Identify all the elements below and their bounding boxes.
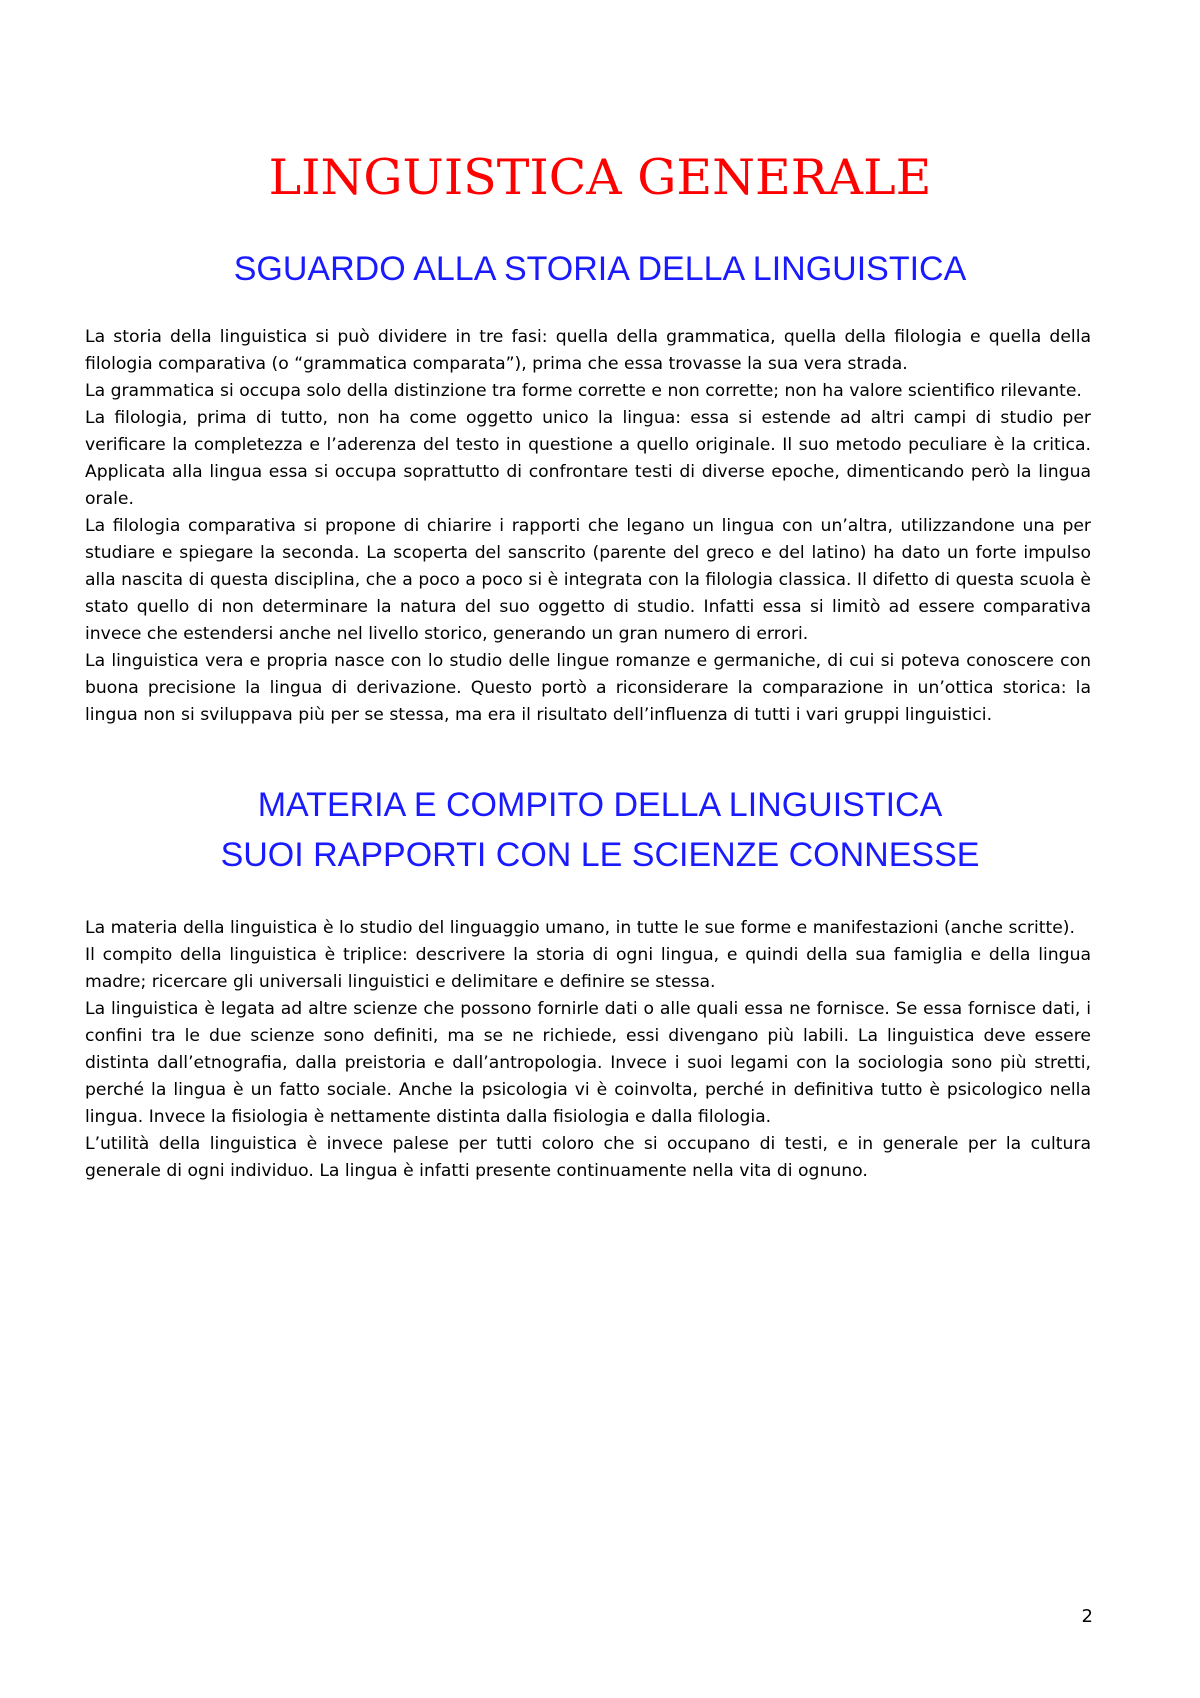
paragraph: Il compito della linguistica è triplice: descrivere la storia di ogni lingua, e quindi della sua famiglia e della lingua madre; ricercare gli universali linguistici e delimitare e definire se stessa. (85, 945, 1091, 992)
section-heading-line: SUOI RAPPORTI CON LE SCIENZE CONNESSE (220, 836, 980, 874)
paragraph: La linguistica vera e propria nasce con lo studio delle lingue romanze e germaniche, di cui si poteva conoscere con buona precisione la lingua di derivazione. Questo portò a riconsiderare la comparazione in un’ottica storica: la lingua non si sviluppava più per se stessa, ma era il risultato dell’influenza di tutti i vari gruppi linguistici. (85, 651, 1091, 725)
paragraph: La linguistica è legata ad altre scienze che possono fornirle dati o alle quali essa ne fornisce. Se essa fornisce dati, i confini tra le due scienze sono definiti, ma se ne richiede, essi divengano più labili. La linguistica deve essere distinta dall’etnografia, dalla preistoria e dall’antropologia. Invece i suoi legami con la sociologia sono più stretti, perché la lingua è un fatto sociale. Anche la psicologia vi è coinvolta, perché in definitiva tutto è psicologico nella lingua. Invece la fisiologia è nettamente distinta dalla fisiologia e dalla filologia. (85, 999, 1091, 1127)
paragraph: La materia della linguistica è lo studio del linguaggio umano, in tutte le sue forme e manifestazioni (anche scritte). (85, 918, 1075, 938)
paragraph: La storia della linguistica si può dividere in tre fasi: quella della grammatica, quella della filologia e quella della filologia comparativa (o “grammatica comparata”), prima che essa trovasse la sua vera strada. (85, 327, 1091, 374)
paragraph: L’utilità della linguistica è invece palese per tutti coloro che si occupano di testi, e in generale per la cultura generale di ogni individuo. La lingua è infatti presente continuamente nella vita di ognuno. (85, 1134, 1091, 1181)
section-body-materia (85, 915, 1091, 1185)
section-body-storia (85, 324, 1091, 729)
page-number: 2 (1081, 1606, 1093, 1627)
section-heading-storia: SGUARDO ALLA STORIA DELLA LINGUISTICA (233, 250, 967, 288)
section-heading-line: MATERIA E COMPITO DELLA LINGUISTICA (257, 786, 943, 824)
paragraph: La filologia comparativa si propone di chiarire i rapporti che legano un lingua con un’altra, utilizzandone una per studiare e spiegare la seconda. La scoperta del sanscrito (parente del greco e del latino) ha dato un forte impulso alla nascita di questa disciplina, che a poco a poco si è integrata con la filologia classica. Il difetto di questa scuola è stato quello di non determinare la natura del suo oggetto di studio. Infatti essa si limitò ad essere comparativa invece che estendersi anche nel livello storico, generando un gran numero di errori. (85, 516, 1091, 644)
document-title: LINGUISTICA GENERALE (268, 149, 932, 206)
paragraph: La filologia, prima di tutto, non ha come oggetto unico la lingua: essa si estende ad altri campi di studio per verificare la completezza e l’aderenza del testo in questione a quello originale. Il suo metodo peculiare è la critica. Applicata alla lingua essa si occupa soprattutto di confrontare testi di diverse epoche, dimenticando però la lingua orale. (85, 408, 1091, 509)
paragraph: La grammatica si occupa solo della distinzione tra forme corrette e non corrette; non ha valore scientifico rilevante. (85, 381, 1082, 401)
section-heading-materia (0, 780, 1200, 880)
